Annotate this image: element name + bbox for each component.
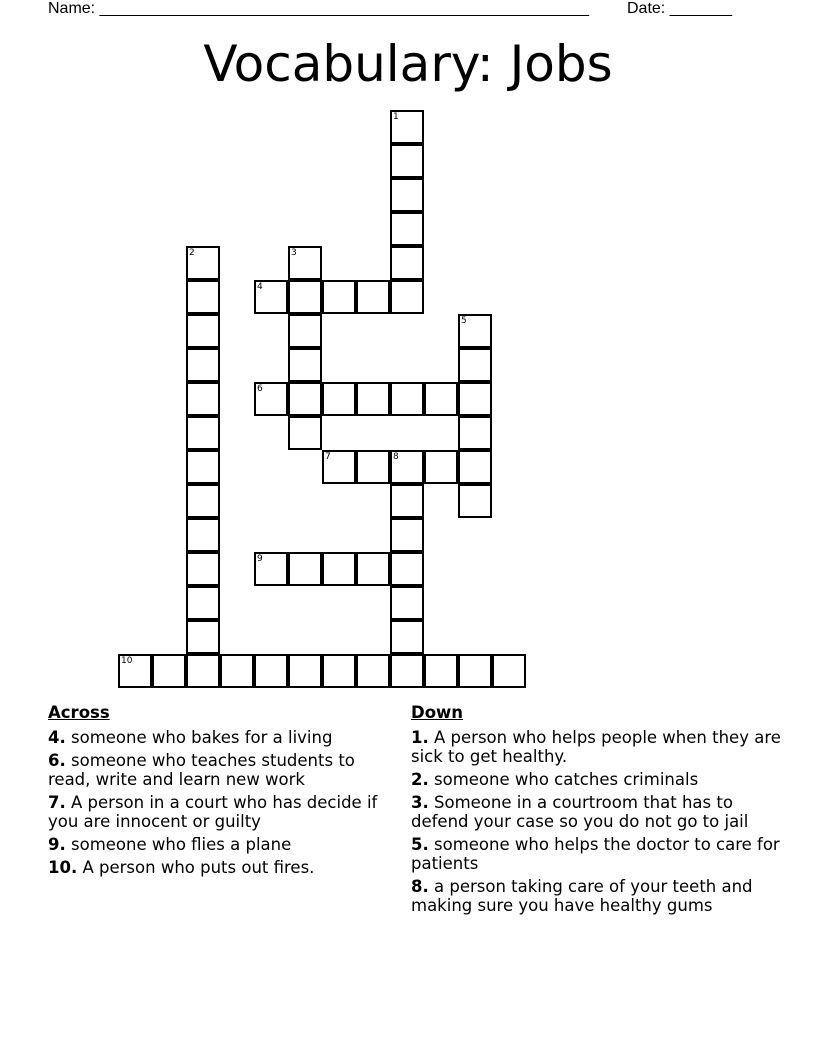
across-clues bbox=[48, 703, 398, 881]
clue-number: 4 bbox=[257, 282, 263, 292]
page-title: Vocabulary: Jobs bbox=[203, 35, 613, 93]
crossword-cell[interactable] bbox=[186, 518, 220, 552]
crossword-cell[interactable] bbox=[390, 110, 424, 144]
down-clue-1: 1. A person who helps people when they are sick to get healthy. bbox=[411, 728, 781, 766]
crossword-cell[interactable] bbox=[356, 552, 390, 586]
crossword-cell[interactable] bbox=[390, 246, 424, 280]
crossword-cell[interactable] bbox=[186, 620, 220, 654]
crossword-cell[interactable] bbox=[186, 416, 220, 450]
crossword-cell[interactable] bbox=[186, 586, 220, 620]
across-clue-10: 10. A person who puts out fires. bbox=[48, 858, 315, 877]
crossword-cell[interactable] bbox=[186, 654, 220, 688]
crossword-cell[interactable] bbox=[458, 484, 492, 518]
crossword-cell[interactable] bbox=[288, 382, 322, 416]
crossword-cell[interactable] bbox=[322, 382, 356, 416]
crossword-cell[interactable] bbox=[322, 552, 356, 586]
crossword-cell[interactable] bbox=[492, 654, 526, 688]
crossword-cell[interactable] bbox=[458, 416, 492, 450]
crossword-cell[interactable] bbox=[220, 654, 254, 688]
crossword-cell[interactable] bbox=[186, 382, 220, 416]
crossword-cell[interactable] bbox=[356, 450, 390, 484]
clue-number: 7 bbox=[325, 452, 331, 462]
crossword-cell[interactable] bbox=[288, 280, 322, 314]
crossword-cell[interactable] bbox=[458, 450, 492, 484]
down-clues bbox=[411, 703, 781, 919]
crossword-cell[interactable] bbox=[288, 246, 322, 280]
crossword-cell[interactable] bbox=[186, 246, 220, 280]
crossword-cell[interactable] bbox=[458, 314, 492, 348]
clue-number: 9 bbox=[257, 554, 263, 564]
across-clue-9: 9. someone who flies a plane bbox=[48, 835, 292, 854]
crossword-cell[interactable] bbox=[288, 654, 322, 688]
crossword-cell[interactable] bbox=[152, 654, 186, 688]
across-clue-7: 7. A person in a court who has decide if you are innocent or guilty bbox=[48, 793, 378, 831]
crossword-cell[interactable] bbox=[390, 552, 424, 586]
crossword-cell[interactable] bbox=[254, 280, 288, 314]
crossword-cell[interactable] bbox=[390, 144, 424, 178]
crossword-cell[interactable] bbox=[458, 382, 492, 416]
crossword-cell[interactable] bbox=[390, 280, 424, 314]
crossword-cell[interactable] bbox=[390, 382, 424, 416]
crossword-cell[interactable] bbox=[322, 450, 356, 484]
date-field[interactable]: Date: _______ bbox=[627, 0, 732, 17]
clue-number: 5 bbox=[461, 316, 467, 326]
crossword-cell[interactable] bbox=[288, 348, 322, 382]
crossword-cell[interactable] bbox=[424, 382, 458, 416]
crossword-cell[interactable] bbox=[424, 654, 458, 688]
crossword-cell[interactable] bbox=[288, 314, 322, 348]
crossword-cell[interactable] bbox=[186, 348, 220, 382]
name-field[interactable]: Name: _______________________________________________________ bbox=[48, 0, 589, 17]
crossword-cell[interactable] bbox=[390, 586, 424, 620]
clue-number: 10 bbox=[121, 656, 133, 666]
crossword-cell[interactable] bbox=[390, 212, 424, 246]
clue-number: 8 bbox=[393, 452, 399, 462]
across-heading: Across bbox=[48, 703, 110, 722]
clue-number: 1 bbox=[393, 112, 399, 122]
down-clue-8: 8. a person taking care of your teeth and making sure you have healthy gums bbox=[411, 877, 753, 915]
crossword-cell[interactable] bbox=[390, 620, 424, 654]
down-clue-2: 2. someone who catches criminals bbox=[411, 770, 699, 789]
crossword-cell[interactable] bbox=[356, 382, 390, 416]
down-heading: Down bbox=[411, 703, 464, 722]
crossword-cell[interactable] bbox=[288, 416, 322, 450]
crossword-cell[interactable] bbox=[390, 484, 424, 518]
crossword-cell[interactable] bbox=[390, 450, 424, 484]
crossword-cell[interactable] bbox=[254, 382, 288, 416]
clue-number: 3 bbox=[291, 248, 297, 258]
crossword-cell[interactable] bbox=[186, 314, 220, 348]
down-clue-3: 3. Someone in a courtroom that has to defend your case so you do not go to jail bbox=[411, 793, 749, 831]
crossword-cell[interactable] bbox=[288, 552, 322, 586]
crossword-cell[interactable] bbox=[390, 518, 424, 552]
crossword-cell[interactable] bbox=[322, 280, 356, 314]
crossword-cell[interactable] bbox=[458, 654, 492, 688]
crossword-cell[interactable] bbox=[186, 484, 220, 518]
crossword-cell[interactable] bbox=[390, 654, 424, 688]
crossword-cell[interactable] bbox=[322, 654, 356, 688]
crossword-cell[interactable] bbox=[118, 654, 152, 688]
crossword-cell[interactable] bbox=[254, 552, 288, 586]
crossword-cell[interactable] bbox=[424, 450, 458, 484]
crossword-cell[interactable] bbox=[186, 280, 220, 314]
crossword-cell[interactable] bbox=[254, 654, 288, 688]
clue-number: 6 bbox=[257, 384, 263, 394]
across-clue-6: 6. someone who teaches students to read, write and learn new work bbox=[48, 751, 355, 789]
crossword-cell[interactable] bbox=[356, 654, 390, 688]
crossword-cell[interactable] bbox=[186, 552, 220, 586]
down-clue-5: 5. someone who helps the doctor to care for patients bbox=[411, 835, 780, 873]
clue-number: 2 bbox=[189, 248, 195, 258]
crossword-cell[interactable] bbox=[356, 280, 390, 314]
crossword-cell[interactable] bbox=[390, 178, 424, 212]
across-clue-4: 4. someone who bakes for a living bbox=[48, 728, 333, 747]
crossword-cell[interactable] bbox=[458, 348, 492, 382]
crossword-cell[interactable] bbox=[186, 450, 220, 484]
